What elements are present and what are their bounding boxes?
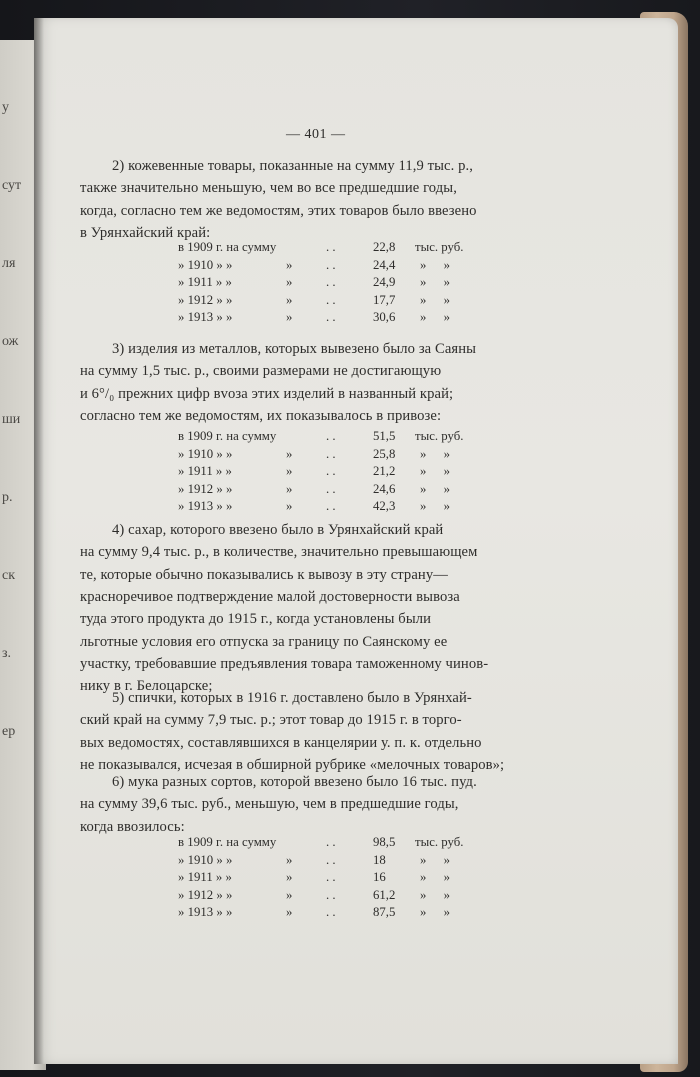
table-1-row-value: 17,7	[373, 292, 396, 307]
table-2-row-dots: . .	[326, 446, 336, 461]
left-page-fragment: ск	[2, 568, 16, 583]
table-2-row-unit: тыс. руб.	[415, 429, 464, 443]
table-3-row-unit: » »	[420, 870, 450, 884]
table-3-row-unit: » »	[420, 852, 450, 867]
table-3-row-mark: »	[286, 887, 293, 902]
left-page-fragment: з.	[2, 646, 12, 661]
paragraph-3-line: и 6°/₀ прежних цифр вvоза этих изделий в названный край;	[80, 385, 454, 402]
table-1-row-mark: »	[286, 292, 293, 307]
paragraph-4-line: нику в г. Белоцарске;	[80, 678, 213, 695]
table-1-row-value: 24,4	[373, 257, 396, 272]
table-2-row-value: 21,2	[373, 464, 396, 478]
left-page-fragment: сут	[2, 178, 22, 193]
table-3-row-dots: . .	[326, 835, 336, 849]
paragraph-5-line: не показывался, исчезая в обширной рубрике «мелочных товаров»;	[80, 756, 505, 773]
paragraph-2-line: когда, согласно тем же ведомостям, этих товаров было ввезено	[80, 202, 477, 219]
table-3-row-dots: . .	[326, 887, 336, 902]
table-1-row-unit: тыс. руб.	[415, 240, 464, 254]
table-1-row-unit: » »	[420, 292, 450, 307]
paragraph-2-line: 2) кожевенные товары, показанные на сумму 11,9 тыс. р.,	[112, 158, 474, 174]
table-2-row-value: 24,6	[373, 481, 396, 496]
table-2-row-value: 51,5	[373, 429, 396, 443]
table-2-row-mark: »	[286, 446, 293, 461]
table-2-row-mark: »	[286, 464, 293, 478]
table-1-row-value: 24,9	[373, 275, 396, 289]
table-1-row-dots: . .	[326, 292, 336, 307]
table-3-row-label: в 1909 г. на сумму	[178, 835, 277, 849]
table-1-row-value: 22,8	[373, 240, 396, 254]
table-3-row-value: 16	[373, 870, 386, 884]
left-page-fragment: ля	[2, 256, 16, 271]
table-3-row-value: 61,2	[373, 887, 396, 902]
table-1-row-dots: . .	[326, 310, 336, 324]
table-2-row-dots: . .	[326, 499, 336, 513]
table-2-row-value: 42,3	[373, 499, 396, 513]
paragraph-3-line: согласно тем же ведомостям, их показывалось в привозе:	[80, 407, 442, 424]
paragraph-4-line: туда этого продукта до 1915 г., когда установлены были	[80, 611, 432, 628]
table-1-row-label: » 1911 » »	[178, 275, 232, 289]
table-3-row-dots: . .	[326, 852, 336, 867]
table-3-row-unit: » »	[420, 905, 450, 919]
table-2-row-unit: » »	[420, 464, 450, 478]
table-3-row-label: » 1913 » »	[178, 905, 233, 919]
table-1-row-mark: »	[286, 310, 293, 324]
table-1-row-unit: » »	[420, 257, 450, 272]
table-2-row-unit: » »	[420, 446, 450, 461]
table-3-row-label: » 1911 » »	[178, 870, 232, 884]
left-page-fragment: р.	[2, 490, 13, 505]
table-1-row-label: » 1910 » »	[178, 257, 233, 272]
table-3-row-unit: » »	[420, 887, 450, 902]
left-page-fragment: ер	[2, 724, 16, 739]
left-page-fragment: у	[2, 100, 9, 115]
table-2-row-label: » 1912 » »	[178, 481, 233, 496]
paragraph-4-line: 4) сахар, которого ввезено было в Урянхайский край	[112, 522, 444, 538]
table-1-row-value: 30,6	[373, 310, 396, 324]
left-page-fragment: ши	[2, 412, 21, 427]
paragraph-4-line: на сумму 9,4 тыс. р., в количестве, значительно превышающем	[80, 544, 478, 561]
table-3-row-value: 98,5	[373, 835, 396, 849]
page-gutter-shadow	[34, 18, 44, 1064]
paragraph-3-line: на сумму 1,5 тыс. р., своими размерами не достигающую	[80, 363, 442, 380]
table-3-row-label: » 1912 » »	[178, 887, 233, 902]
table-1-row-unit: » »	[420, 275, 450, 289]
table-2-row-label: » 1910 » »	[178, 446, 233, 461]
paragraph-4-line: участку, требовавшие предъявления товара таможенному чинов-	[80, 655, 489, 672]
table-2-row-label: в 1909 г. на сумму	[178, 429, 277, 443]
paragraph-2-line: также значительно меньшую, чем во все предшедшие годы,	[80, 180, 457, 197]
table-1-row-dots: . .	[326, 240, 336, 254]
table-1-row-dots: . .	[326, 275, 336, 289]
table-3-row-label: » 1910 » »	[178, 852, 233, 867]
table-2-row-dots: . .	[326, 481, 336, 496]
table-3-row-value: 87,5	[373, 905, 396, 919]
table-3-row-mark: »	[286, 852, 293, 867]
table-1-row-unit: » »	[420, 310, 450, 324]
table-3-row-mark: »	[286, 905, 293, 919]
table-3-row-dots: . .	[326, 870, 336, 884]
paragraph-5-line: ский край на сумму 7,9 тыс. р.; этот товар до 1915 г. в торго-	[80, 712, 462, 729]
page-number: — 401 —	[286, 127, 346, 142]
table-1-row-label: » 1913 » »	[178, 310, 233, 324]
paragraph-4-line: льготные условия его отпуска за границу по Саянскому ее	[80, 633, 448, 650]
paragraph-6-line: когда ввозилось:	[80, 818, 185, 835]
table-2-row-unit: » »	[420, 499, 450, 513]
paragraph-4-line: красноречивое подтверждение малой достоверности вывоза	[80, 588, 460, 605]
paragraph-6-line: на сумму 39,6 тыс. руб., меньшую, чем в предшедшие годы,	[80, 796, 459, 813]
table-2-row-unit: » »	[420, 481, 450, 496]
table-3-row-mark: »	[286, 870, 293, 884]
paragraph-4-line: те, которые обычно показывались к вывозу в эту страну—	[80, 566, 448, 583]
table-2-row-dots: . .	[326, 429, 336, 443]
table-1-row-mark: »	[286, 275, 293, 289]
paragraph-2-line: в Урянхайский край:	[80, 224, 211, 241]
table-3-row-value: 18	[373, 852, 386, 867]
paragraph-6-line: 6) мука разных сортов, которой ввезено было 16 тыс. пуд.	[112, 774, 477, 790]
table-2-row-value: 25,8	[373, 446, 396, 461]
paragraph-3-line: 3) изделия из металлов, которых вывезено было за Саяны	[112, 341, 477, 357]
table-3-row-dots: . .	[326, 905, 336, 919]
table-2-row-label: » 1911 » »	[178, 464, 232, 478]
table-2-row-mark: »	[286, 499, 293, 513]
paragraph-5-line: вых ведомостях, составлявшихся в канцелярии у. п. к. отдельно	[80, 734, 482, 751]
table-3-row-unit: тыс. руб.	[415, 835, 464, 849]
table-1-row-dots: . .	[326, 257, 336, 272]
table-2-row-mark: »	[286, 481, 293, 496]
left-page-fragment: ож	[2, 334, 19, 349]
table-2-row-label: » 1913 » »	[178, 499, 233, 513]
table-1-row-label: в 1909 г. на сумму	[178, 240, 277, 254]
table-1-row-mark: »	[286, 257, 293, 272]
table-2-row-dots: . .	[326, 464, 336, 478]
paragraph-5-line: 5) спички, которых в 1916 г. доставлено было в Урянхай-	[112, 690, 472, 706]
table-1-row-label: » 1912 » »	[178, 292, 233, 307]
